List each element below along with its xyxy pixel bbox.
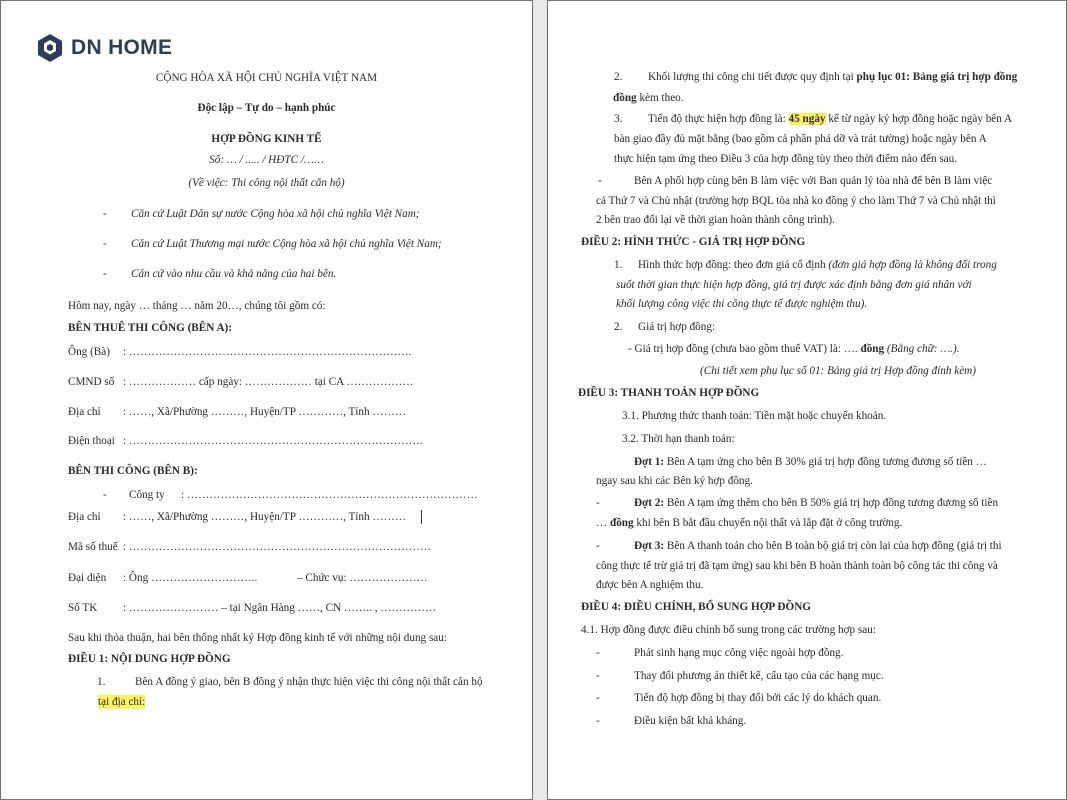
appendix-reference: phụ lục 01: Bảng giá trị hợp đồng [856,71,1018,83]
bullet-dash: - [596,715,600,727]
phase-2-line-1 [634,496,998,510]
party-b-account-label: Số TK [68,602,98,614]
coordination-line-1: Bên A phối hợp cùng bên B làm việc với Ban quản lý tòa nhà để bên B làm việc [634,175,993,187]
document-page-left [0,0,533,800]
party-a-address-field[interactable]: : ……, Xã/Phường ………, Huyện/TP …………, Tỉnh ……… [123,406,406,418]
document-number: Số: … / ..... / HĐTC /…… [209,154,324,166]
phase-1-line-2: ngay sau khi các Bên ký hợp đồng. [596,475,753,487]
bullet-dash: - [103,238,107,250]
agreement-text: Sau khi thỏa thuận, hai bên thống nhất ký Hợp đồng kinh tế với những nội dung sau: [68,632,447,644]
phase-2-line-2 [596,516,902,530]
bullet-dash: - [596,647,600,659]
party-a-name-field[interactable]: : …………………………………………………………………. [123,346,412,358]
party-b-rep-field[interactable]: : Ông ……………………….. [123,572,258,584]
party-a-id-label: CMND số [68,376,115,388]
party-a-address-label: Địa chỉ [68,406,101,418]
legal-basis-2: Căn cứ Luật Thương mại nước Cộng hòa xã hội chủ nghĩa Việt Nam; [131,238,442,250]
duration-highlight: 45 ngày [788,113,826,125]
hexagon-cube-icon [35,33,65,63]
item-3-pre: Tiến độ thực hiện hợp đồng là: [648,113,786,125]
party-b-company-label: Công ty [129,489,165,501]
contract-value-currency: đồng [860,343,885,355]
payment-method: 3.1. Phương thức thanh toán: Tiền mặt hoặc chuyển khoản. [622,410,887,422]
contract-form-note-1: (đơn giá hợp đồng là không đổi trong [828,259,997,271]
party-b-address-label: Địa chỉ [68,511,101,523]
appendix-detail-note: (Chi tiết xem phụ lục số 01: Bảng giá trị Hợp đồng đính kèm) [700,365,976,377]
phase-3-line-1 [634,539,1002,553]
adjustment-intro: 4.1. Hợp đồng được điều chỉnh bổ sung trong các trường hợp sau: [581,624,876,636]
brand-name: DN HOME [71,36,173,59]
bullet-dash: - [103,208,107,220]
text-cursor [421,510,422,524]
item-2-lead: Khối lượng thi công chi tiết được quy định tại [648,71,854,83]
item-3-line-1 [648,112,1012,126]
phase-2-text: Bên A tạm ứng thêm cho bên B 50% giá trị hợp đồng tương đương số tiền [666,497,999,509]
document-page-right [547,0,1067,800]
legal-basis-3: Căn cứ vào nhu cầu và khả năng của hai bên. [131,268,337,280]
nation-heading: CỘNG HÒA XÃ HỘI CHỦ NGHĨA VIỆT NAM [155,72,378,84]
contract-form-note-3: khối lượng công việc thi công thực tế được nghiệm thu). [616,298,868,310]
adjustment-case-1: Phát sinh hạng mục công việc ngoài hợp đồng. [634,647,844,659]
phase-3-line-3: được bên A nghiệm thu. [596,579,704,591]
intro-text: Hôm nay, ngày … tháng … năm 20…, chúng tôi gồm có: [68,300,326,312]
party-b-company-field[interactable]: : …………………………………………………………………… [181,489,478,501]
bullet-dash: - [596,670,600,682]
phase-2-currency: đồng [609,517,634,529]
bullet-dash: - [103,489,107,501]
contract-value-line [628,342,960,356]
article-2-item-1 [638,258,997,272]
legal-basis-1: Căn cứ Luật Dân sự nước Cộng hòa xã hội chủ nghĩa Việt Nam; [131,208,420,220]
payment-terms: 3.2. Thời hạn thanh toán: [622,433,735,445]
article-1-item-number: 1. [97,676,106,688]
article-2-item-1-number: 1. [614,259,623,271]
item-3-post: kể từ ngày ký hợp đồng hoặc ngày bên A [828,113,1013,125]
article-1-item-text: Bên A đồng ý giao, bên B đồng ý nhận thực hiện việc thi công nội thất căn hộ [135,676,483,688]
bullet-dash: - [596,540,600,552]
party-a-phone-field[interactable]: : ……………………………………………………………………. [123,435,423,447]
item-2-tail: đồng kèm theo. [613,92,684,104]
adjustment-case-2: Thay đổi phương án thiết kế, cấu tạo của các hạng mục. [634,670,884,682]
coordination-line-2: cả Thứ 7 và Chủ nhật (trường hợp BQL tòa nhà ko đồng ý cho làm Thứ 7 và Chủ nhật thì [596,195,996,207]
item-2-number: 2. [614,71,623,83]
highlighted-address-label: tại địa chỉ: [98,696,146,708]
phase-1-label: Đợt 1: [634,456,665,468]
item-3-line-3: thực hiện tạm ứng theo Điều 3 của hợp đồng tùy theo thời điểm nào đến sau. [614,153,958,165]
item-3-number: 3. [614,113,623,125]
coordination-line-3: 2 bên trao đổi lại về thời gian hoàn thành công trình). [596,214,835,226]
party-b-tax-field[interactable]: : ……………………………………………………………………… [123,541,431,553]
phase-2-label: Đợt 2: [634,497,665,509]
document-subject: (Về việc: Thi công nội thất căn hộ) [188,177,345,189]
adjustment-case-3: Tiến độ hợp đồng bị thay đổi bởi các lý do khách quan. [634,692,882,704]
party-b-account-field[interactable]: : …………………… – tại Ngân Hàng ……, CN …….. , …………… [123,602,437,614]
phase-1-line-1 [634,455,987,469]
phase-2-post: khi bên B bắt đầu chuyển nội thất và lắp đặt ở công trường. [636,517,903,529]
document-title: HỢP ĐỒNG KINH TẾ [211,133,322,145]
party-b-rep-label: Đại diện [68,572,107,584]
contract-value-words: (Bằng chữ: ….). [886,343,960,355]
phase-1-text: Bên A tạm ứng cho bên B 30% giá trị hợp đồng tương đương số tiền … [666,456,987,468]
article-2-item-2: Giá trị hợp đồng: [638,321,716,333]
phase-2-pre: … [596,517,608,529]
party-b-address-field[interactable]: : ……, Xã/Phường ………, Huyện/TP …………, Tỉnh ……… [123,511,406,523]
bullet-dash: - [598,175,602,187]
article-1-heading: ĐIỀU 1: NỘI DUNG HỢP ĐỒNG [68,653,231,665]
item-2-text [648,70,1017,84]
article-4-heading: ĐIỀU 4: ĐIỀU CHỈNH, BỔ SUNG HỢP ĐỒNG [581,601,811,613]
page-gap [533,0,547,800]
phase-3-label: Đợt 3: [634,540,665,552]
bullet-dash: - [596,692,600,704]
contract-form-text: Hình thức hợp đồng: theo đơn giá cố định [638,259,826,271]
party-b-heading: BÊN THI CÔNG (BÊN B): [68,465,198,477]
bullet-dash: - [103,268,107,280]
party-a-heading: BÊN THUÊ THI CÔNG (BÊN A): [68,322,233,334]
party-a-phone-label: Điện thoại [68,435,115,447]
party-b-position-field[interactable]: – Chức vụ: ………………… [297,572,428,584]
phase-3-line-2: công thực tế trừ giá trị đã tạm ứng) sau khi bên B hoàn thành toàn bộ công tác thi công và [596,560,998,572]
contract-value-pre: - Giá trị hợp đồng (chưa bao gồm thuế VAT) là: …. [628,343,858,355]
party-a-id-field[interactable]: : ……………… cấp ngày: ……………… tại CA ……………… [123,376,414,388]
article-2-heading: ĐIỀU 2: HÌNH THỨC - GIÁ TRỊ HỢP ĐỒNG [581,236,806,248]
article-3-heading: ĐIỀU 3: THANH TOÁN HỢP ĐỒNG [578,387,760,399]
item-3-line-2: bàn giao đầy đủ mặt bằng (bao gồm cả phần phá dỡ và trát tường) hoặc ngày bên A [614,133,987,145]
bullet-dash: - [596,497,600,509]
contract-form-note-2: suốt thời gian thực hiện hợp đồng, giá trị được xác định bằng đơn giá nhân với [616,279,972,291]
party-b-tax-label: Mã số thuế [68,541,118,553]
adjustment-case-4: Điều kiện bất khả kháng. [634,715,747,727]
party-a-name-label: Ông (Bà) [68,346,110,358]
article-2-item-2-number: 2. [614,321,623,333]
phase-3-text: Bên A thanh toán cho bên B toàn bộ giá trị còn lại của hợp đồng (giá trị thi [666,540,1002,552]
item-2-tail-text: kèm theo. [639,92,684,104]
motto: Độc lập – Tự do – hạnh phúc [197,102,336,114]
